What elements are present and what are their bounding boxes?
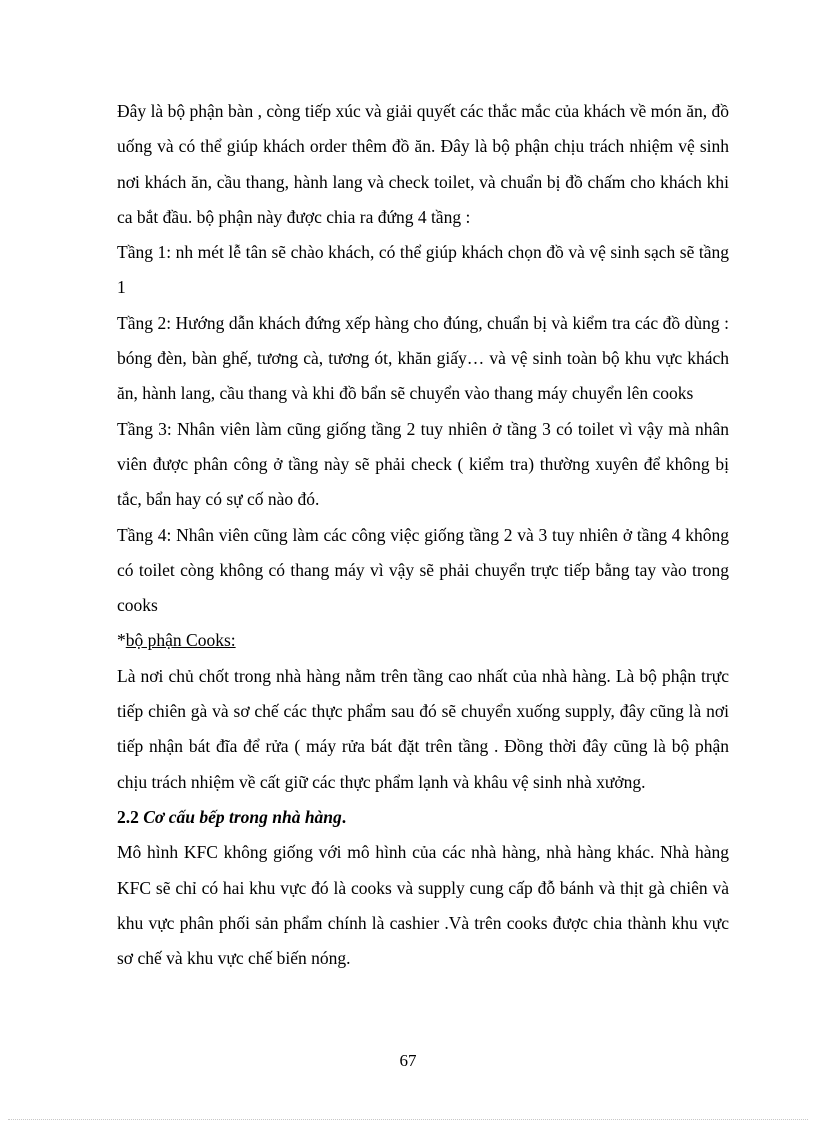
section-title: Cơ cấu bếp trong nhà hàng [143, 806, 342, 827]
floor-4-paragraph: Tầng 4: Nhân viên cũng làm các công việc giống tầng 2 và 3 tuy nhiên ở tầng 4 không có toilet còng không có thang máy vì vậy sẽ phải chuyển trực tiếp bằng tay vào trong cooks [117, 524, 729, 616]
cooks-paragraph: Là nơi chủ chốt trong nhà hàng nằm trên tầng cao nhất của nhà hàng. Là bộ phận trực tiếp chiên gà và sơ chế các thực phẩm sau đó sẽ chuyển xuống supply, đây cũng là nơi tiếp nhận bát đĩa để rửa ( máy rửa bát đặt trên tầng . Đồng thời đây cũng là bộ phận chịu trách nhiệm về cất giữ các thực phẩm lạnh và khâu vệ sinh nhà xưởng. [117, 665, 729, 792]
section-heading [117, 800, 729, 835]
cooks-heading-prefix: * [117, 630, 126, 651]
section-paragraph: Mô hình KFC không giống với mô hình của các nhà hàng, nhà hàng khác. Nhà hàng KFC sẽ chỉ có hai khu vực đó là cooks và supply cung cấp đỗ bánh và thịt gà chiên và khu vực phân phối sản phẩm chính là cashier .Và trên cooks được chia thành khu vực sơ chế và khu vực chế biến nóng. [117, 842, 729, 969]
floor-1-paragraph: Tầng 1: nh mét lễ tân sẽ chào khách, có thể giúp khách chọn đồ và vệ sinh sạch sẽ tầng 1 [117, 242, 729, 298]
section-number: 2.2 [117, 806, 144, 827]
intro-paragraph: Đây là bộ phận bàn , còng tiếp xúc và giải quyết các thắc mắc của khách về món ăn, đồ uống và có thể giúp khách order thêm đồ ăn. Đây là bộ phận chịu trách nhiệm vệ sinh nơi khách ăn, cầu thang, hành lang và check toilet, và chuẩn bị đồ chấm cho khách khi ca bắt đầu. bộ phận này được chia ra đứng 4 tầng : [117, 101, 729, 227]
page-number: 67 [399, 1051, 417, 1070]
page-bottom-divider [8, 1119, 808, 1120]
section-title-end: . [341, 806, 347, 827]
cooks-heading-text: bộ phận Cooks: [125, 630, 236, 651]
floor-2-paragraph: Tầng 2: Hướng dẫn khách đứng xếp hàng cho đúng, chuẩn bị và kiểm tra các đồ dùng : bóng đèn, bàn ghế, tương cà, tương ót, khăn giấy… và vệ sinh toàn bộ khu vực khách ăn, hành lang, cầu thang và khi đồ bẩn sẽ chuyển vào thang máy chuyển lên cooks [117, 312, 729, 404]
page-body [117, 94, 729, 976]
floor-3-paragraph: Tầng 3: Nhân viên làm cũng giống tầng 2 tuy nhiên ở tầng 3 có toilet vì vậy mà nhân viên được phân công ở tầng này sẽ phải check ( kiểm tra) thường xuyên để không bị tắc, bẩn hay có sự cố nào đó. [117, 418, 729, 510]
cooks-heading [117, 623, 729, 658]
